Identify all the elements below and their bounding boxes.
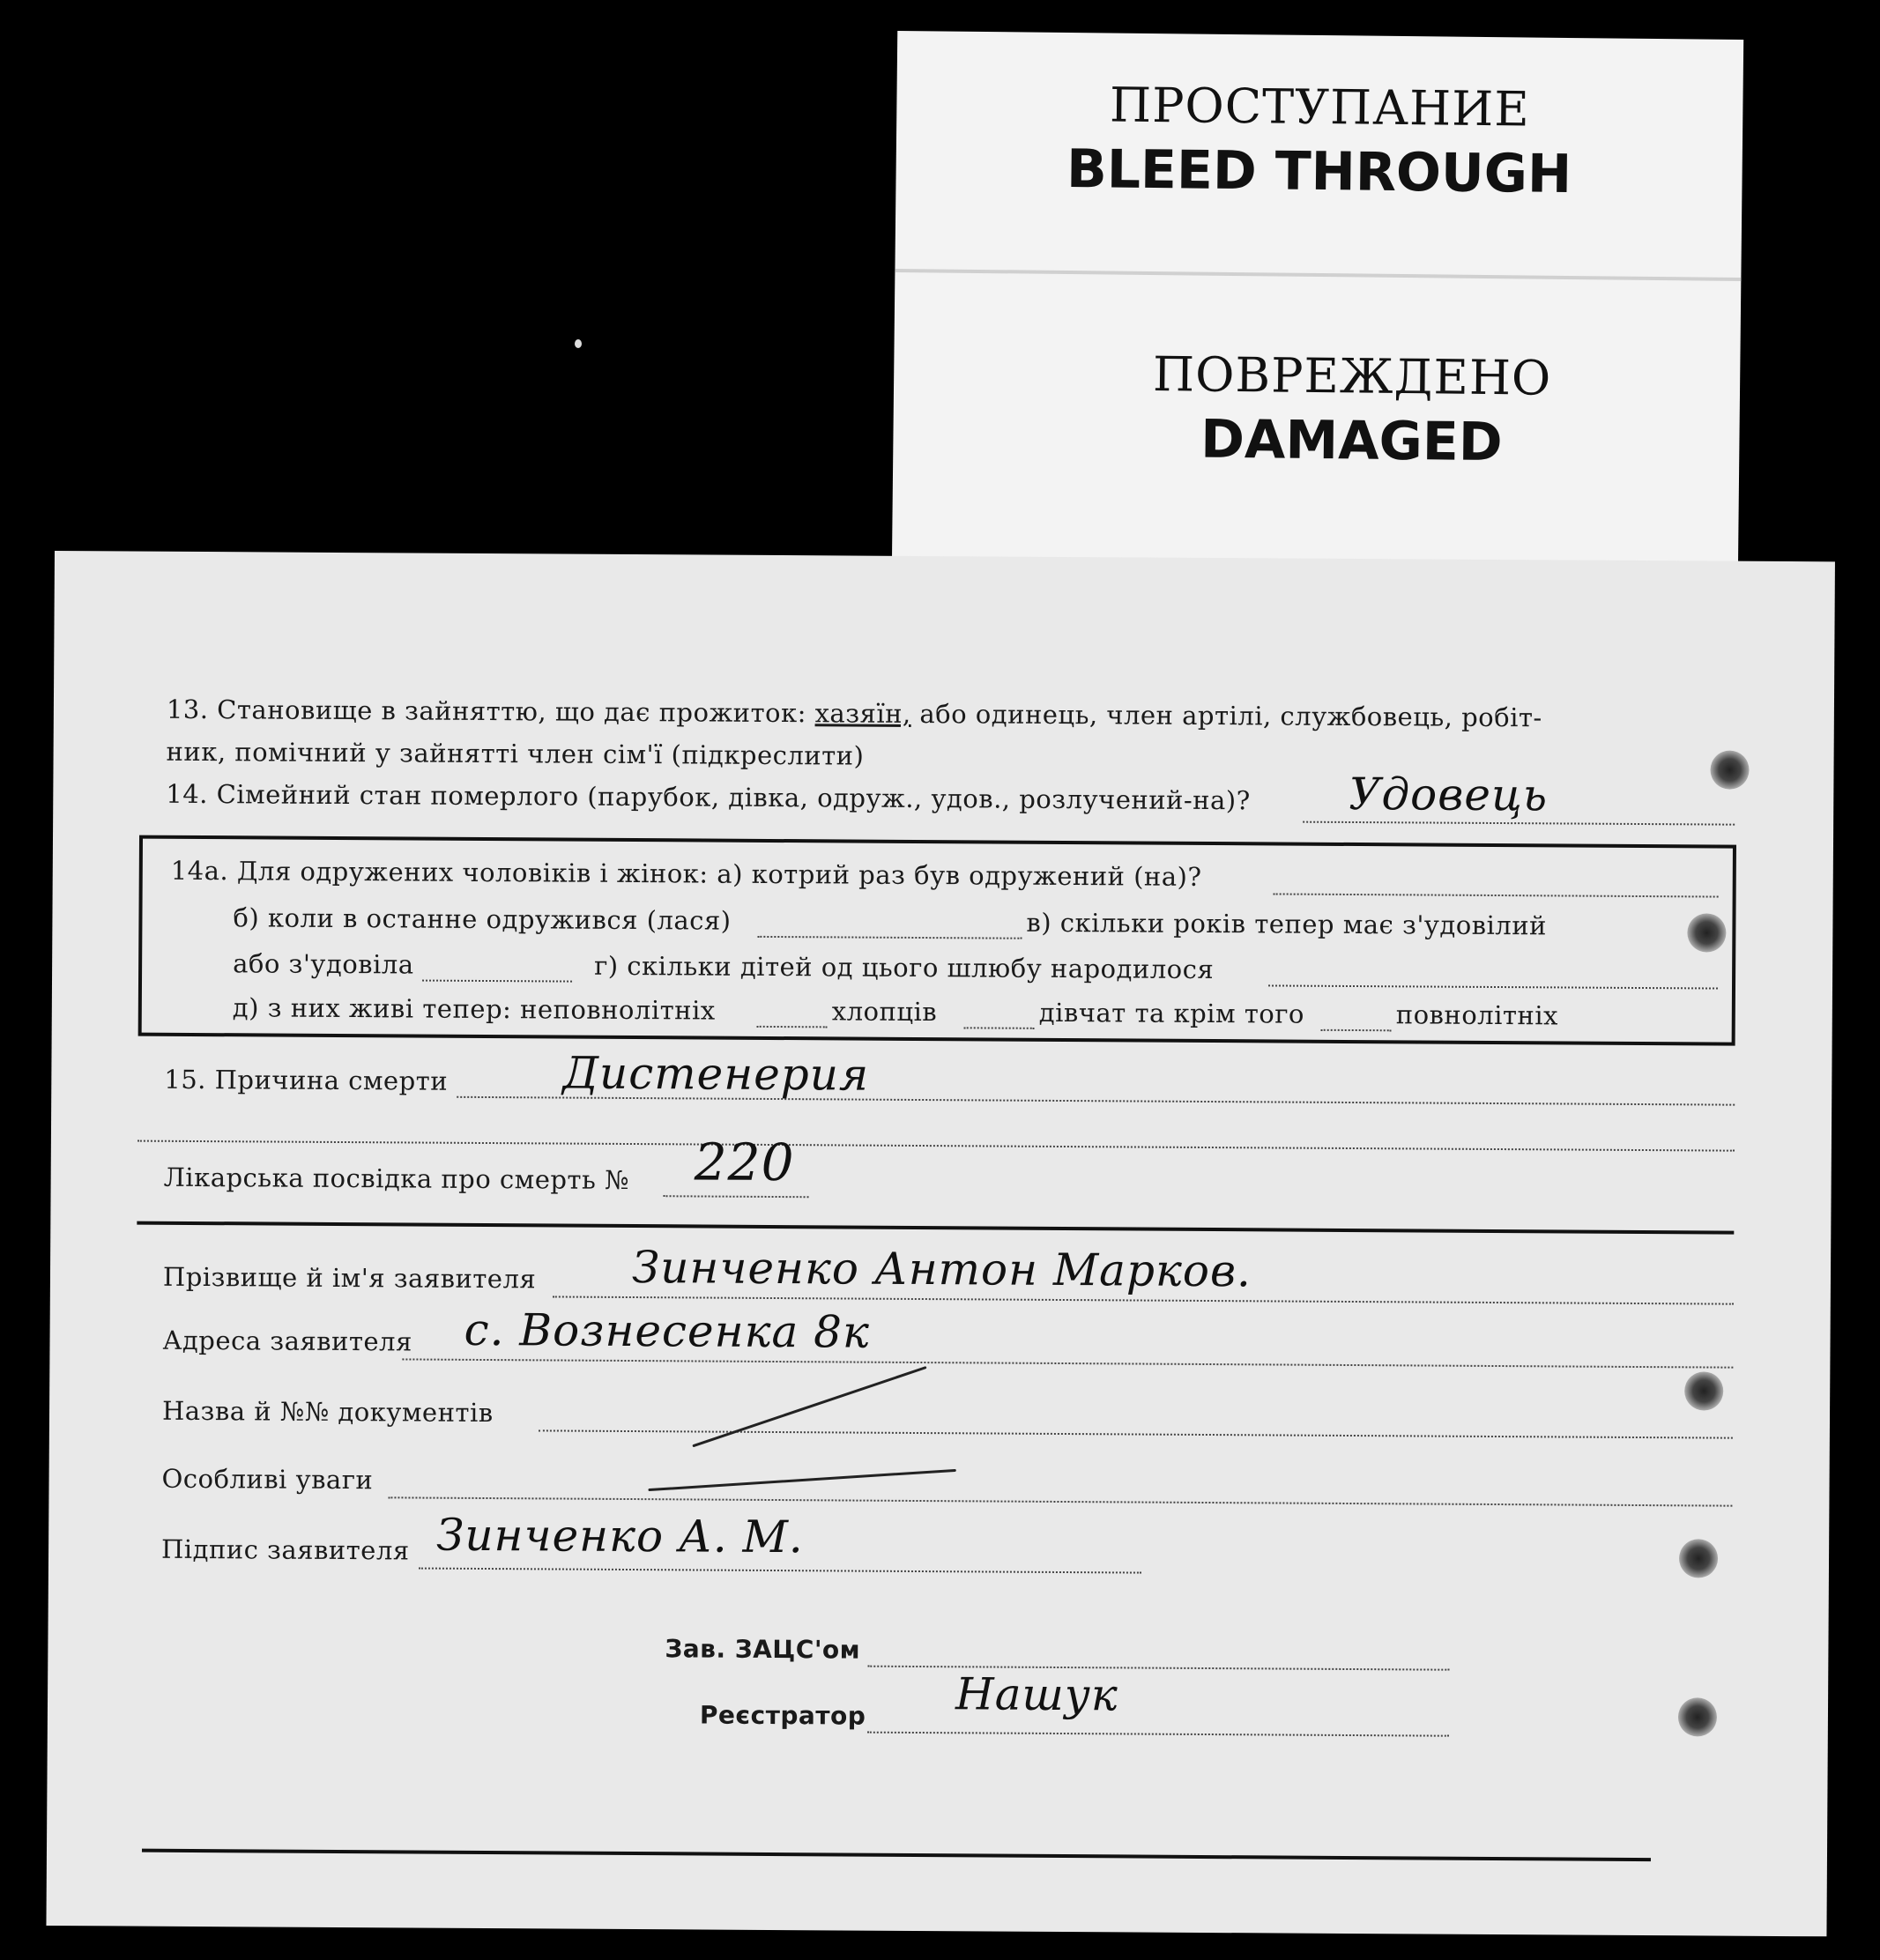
q15-label: 15. Причина смерти xyxy=(164,1064,449,1096)
q14-handwritten-value: Удовець xyxy=(1349,768,1549,821)
notice-bleed-through-en: BLEED THROUGH xyxy=(1066,138,1572,206)
binding-hole xyxy=(1710,750,1749,789)
q14a-boys-label: хлопців xyxy=(831,996,938,1028)
q14a-v-label: в) скільки років тепер має з'удовілий xyxy=(1026,907,1548,941)
signature-label: Підпис заявителя xyxy=(160,1533,410,1566)
cert-answer-line xyxy=(664,1195,809,1198)
applicant-signature: Зинченко А. М. xyxy=(436,1509,804,1563)
q13-underlined-choice: хазяїн, xyxy=(814,698,911,729)
notice-bleed-through-ru: ПРОСТУПАНИЕ xyxy=(1109,77,1531,137)
binding-hole xyxy=(1687,913,1726,952)
notes-label: Особливі уваги xyxy=(161,1463,374,1496)
cert-handwritten-number: 220 xyxy=(694,1132,795,1193)
q14a-d-label: д) з них живі тепер: неповнолітніх xyxy=(232,992,716,1026)
binding-hole xyxy=(1684,1371,1723,1410)
applicant-address-label: Адреса заявителя xyxy=(162,1325,412,1357)
q14a-girls-label: дівчат та крім того xyxy=(1038,997,1305,1029)
q13-line1 xyxy=(167,694,1542,733)
q13-text: Становище в зайняттю, що дає прожиток: xyxy=(217,694,807,729)
notice-damaged-en: DAMAGED xyxy=(1200,408,1503,474)
q14a-adults-label: повнолітніх xyxy=(1395,999,1559,1031)
notice-fold-seam xyxy=(895,269,1741,281)
head-zags-label: Зав. ЗАЦС'ом xyxy=(665,1634,861,1665)
bottom-rule xyxy=(142,1849,1651,1861)
section-divider xyxy=(137,1221,1734,1235)
archival-notice-card xyxy=(892,31,1743,586)
q13-text-b: або одинець, член артілі, службовець, робіт- xyxy=(919,698,1542,733)
q13-line2: ник, помічний у зайнятті член сім'ї (підкреслити) xyxy=(166,736,865,771)
q14a-g-label: г) скільки дітей од цього шлюбу народилося xyxy=(594,950,1215,985)
q14-answer-line xyxy=(1303,821,1735,826)
applicant-name-line xyxy=(553,1296,1734,1304)
q15-continuation-line xyxy=(137,1140,1735,1152)
applicant-address-line xyxy=(402,1358,1733,1368)
cert-label: Лікарська посвідка про смерть № xyxy=(163,1162,630,1195)
registrar-line xyxy=(867,1732,1449,1737)
death-record-form-card xyxy=(46,551,1834,1936)
q14a-b-label: б) коли в останне одружився (лася) xyxy=(233,902,732,936)
notes-line xyxy=(388,1496,1732,1506)
registrar-signature: Нашук xyxy=(955,1668,1118,1721)
q14a-line1: 14а. Для одружених чоловіків і жінок: а) котрий раз був одружений (на)? xyxy=(170,855,1202,892)
documents-label: Назва й №№ документів xyxy=(161,1395,494,1429)
dust-speck xyxy=(575,339,582,348)
binding-hole xyxy=(1679,1539,1718,1578)
notice-damaged-ru: ПОВРЕЖДЕНО xyxy=(1152,346,1552,406)
registrar-label: Реєстратор xyxy=(699,1700,866,1731)
applicant-address-handwritten: с. Вознесенка 8к xyxy=(464,1303,870,1358)
q15-handwritten-value: Дистенерия xyxy=(562,1047,870,1101)
binding-hole xyxy=(1678,1697,1717,1736)
signature-line xyxy=(419,1568,1141,1574)
q14a-line3-label: або з'удовіла xyxy=(233,948,414,980)
applicant-name-handwritten: Зинченко Антон Марков. xyxy=(631,1242,1252,1297)
q14-label: 14. Сімейний стан померлого (парубок, дівка, одруж., удов., розлучений-на)? xyxy=(166,778,1251,816)
q13-number: 13. xyxy=(166,694,209,725)
documents-strike-stroke-2 xyxy=(648,1469,955,1491)
applicant-name-label: Прізвище й ім'я заявителя xyxy=(162,1261,537,1295)
documents-strike-stroke xyxy=(692,1366,926,1447)
